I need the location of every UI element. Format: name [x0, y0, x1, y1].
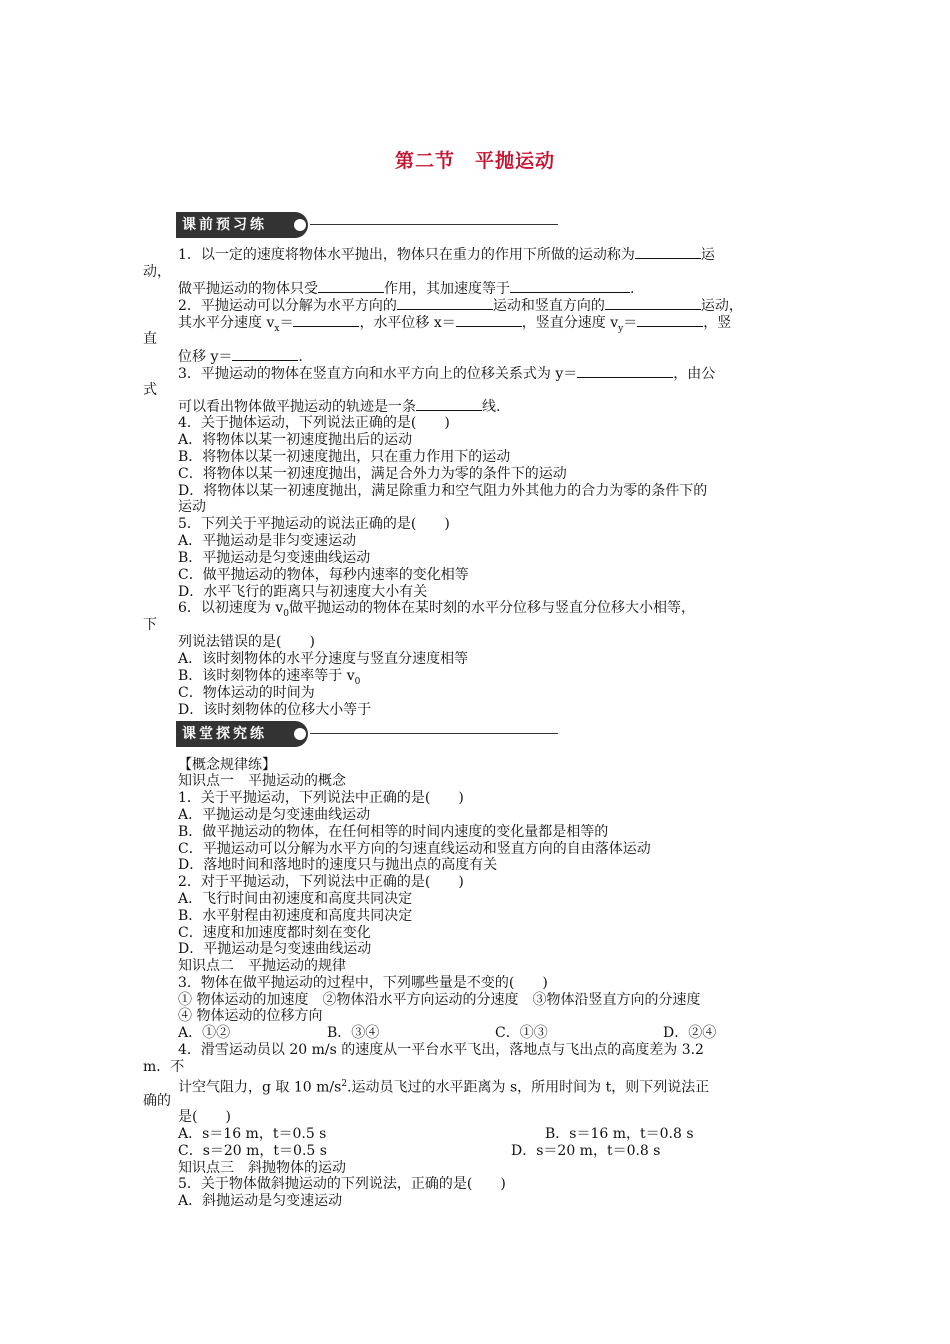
- class-q5-option: A．斜抛运动是匀变速运动: [178, 1193, 343, 1209]
- class-q2-option: D．平抛运动是匀变速曲线运动: [178, 941, 372, 957]
- pre-q4-option: D．将物体以某一初速度抛出，满足除重力和空气阻力外其他力的合力为零的条件下的: [178, 483, 708, 499]
- class-q1-stem: 1．关于平抛运动，下列说法中正确的是( ): [178, 790, 464, 806]
- class-q3-item: ① 物体运动的加速度 ②物体沿水平方向运动的分速度 ③物体沿竖直方向的分速度: [178, 992, 701, 1008]
- section-label: 课前预习练: [176, 212, 308, 238]
- pre-q1-line1: 1．以一定的速度将物体水平抛出，物体只在重力的作用下所做的运动称为 运: [178, 247, 715, 263]
- pre-q1-wrap: 动，: [143, 264, 171, 280]
- pre-q2-line2: 其水平分速度 $v_x=$ ，水平位移 x＝ ，竖直分速度 $v_y=$ ，竖: [178, 315, 732, 334]
- pre-q5-option: A．平抛运动是非匀变速运动: [178, 533, 357, 549]
- pre-q4-option: B．将物体以某一初速度抛出，只在重力作用下的运动: [178, 449, 511, 465]
- pre-q3-line1: 3．平抛运动的物体在竖直方向和水平方向上的位移关系式为 y＝ ，由公: [178, 366, 716, 382]
- class-q3-item: ④ 物体运动的位移方向: [178, 1008, 323, 1024]
- class-q3-stem: 3．物体在做平抛运动的过程中，下列哪些量是不变的( ): [178, 975, 548, 991]
- pre-q5-option: B．平抛运动是匀变速曲线运动: [178, 550, 371, 566]
- knowledge-point-1: 知识点一 平抛运动的概念: [178, 773, 346, 789]
- class-q2-stem: 2．对于平抛运动，下列说法中正确的是( ): [178, 874, 464, 890]
- pre-q4-option: C．将物体以某一初速度抛出，满足合外力为零的条件下的运动: [178, 466, 567, 482]
- pre-q6-option: C．物体运动的时间为: [178, 685, 315, 701]
- class-q2-option: B．水平射程由初速度和高度共同决定: [178, 908, 413, 924]
- class-q2-option: A．飞行时间由初速度和高度共同决定: [178, 891, 413, 907]
- class-q4-option-b: B．s＝16 m，t＝0.8 s: [545, 1126, 694, 1142]
- class-q2-option: C．速度和加速度都时刻在变化: [178, 925, 371, 941]
- bullet-dot-icon: [294, 219, 306, 231]
- class-q4-option-c: C．s＝20 m，t＝0.5 s: [178, 1143, 327, 1159]
- pre-q6-wrap: 下: [143, 617, 157, 633]
- pre-q3-wrap: 式: [143, 382, 157, 398]
- class-q1-option: C．平抛运动可以分解为水平方向的匀速直线运动和竖直方向的自由落体运动: [178, 841, 651, 857]
- pre-q3-line2: 可以看出物体做平抛运动的轨迹是一条 线.: [178, 399, 501, 415]
- class-q4-option-d: D．s＝20 m，t＝0.8 s: [511, 1143, 661, 1159]
- divider: [310, 733, 558, 734]
- class-q1-option: B．做平抛运动的物体，在任何相等的时间内速度的变化量都是相等的: [178, 824, 609, 840]
- pre-q6-line1: 6．以初速度为 $v_0$做平抛运动的物体在某时刻的水平分位移与竖直分位移大小相等，: [178, 600, 696, 619]
- class-q3-option-b: B．③④: [327, 1025, 380, 1041]
- class-q3-option-a: A．①②: [178, 1025, 231, 1041]
- class-q3-option-d: D．②④: [663, 1025, 717, 1041]
- section-header-preview: [176, 212, 558, 238]
- pre-q6-option: D．该时刻物体的位移大小等于: [178, 702, 372, 718]
- divider: [310, 224, 558, 225]
- class-q5-stem: 5．关于物体做斜抛运动的下列说法，正确的是( ): [178, 1176, 506, 1192]
- pre-q1-line2: 做平抛运动的物体只受 作用，其加速度等于 .: [178, 281, 635, 297]
- pre-q2-wrap: 直: [143, 331, 157, 347]
- pre-q2-line3: 位移 y＝ .: [178, 349, 303, 365]
- pre-q2-line1: 2．平抛运动可以分解为水平方向的 运动和竖直方向的 运动，: [178, 298, 743, 314]
- class-q4-line2: 计空气阻力，g 取 10 $m/s^2$.运动员飞过的水平距离为 s，所用时间为 t，则下列说法正: [178, 1079, 710, 1096]
- class-q4-wrap: 确的: [143, 1093, 171, 1109]
- bullet-dot-icon: [294, 728, 306, 740]
- class-q4-line1: 4．滑雪运动员以 20 m/s 的速度从一平台水平飞出，落地点与飞出点的高度差为 3.2: [178, 1042, 704, 1058]
- section-label: 课堂探究练: [176, 721, 308, 747]
- class-q4-line3: 是( ): [178, 1109, 231, 1125]
- class-q1-option: A．平抛运动是匀变速曲线运动: [178, 807, 371, 823]
- pre-q6-option: B．该时刻物体的速率等于 $v_0$: [178, 668, 361, 687]
- page-title: 第二节 平抛运动: [394, 150, 555, 172]
- pre-q4-option-wrap: 运动: [178, 499, 206, 515]
- class-q1-option: D．落地时间和落地时的速度只与抛出点的高度有关: [178, 857, 498, 873]
- pre-q4-option: A．将物体以某一初速度抛出后的运动: [178, 432, 413, 448]
- pre-q6-option: A．该时刻物体的水平分速度与竖直分速度相等: [178, 651, 469, 667]
- pre-q6-stem2: 列说法错误的是( ): [178, 634, 315, 650]
- class-q4-option-a: A．s＝16 m，t＝0.5 s: [178, 1126, 327, 1142]
- concept-header: 【概念规律练】: [178, 757, 276, 773]
- knowledge-point-2: 知识点二 平抛运动的规律: [178, 958, 346, 974]
- pre-q5-option: C．做平抛运动的物体，每秒内速率的变化相等: [178, 567, 469, 583]
- knowledge-point-3: 知识点三 斜抛物体的运动: [178, 1160, 346, 1176]
- pre-q5-option: D．水平飞行的距离只与初速度大小有关: [178, 584, 428, 600]
- class-q3-option-c: C．①③: [495, 1025, 548, 1041]
- class-q4-wrap: m．不: [143, 1059, 185, 1075]
- pre-q5-stem: 5．下列关于平抛运动的说法正确的是( ): [178, 516, 450, 532]
- section-header-class: [176, 721, 558, 747]
- pre-q4-stem: 4．关于抛体运动，下列说法正确的是( ): [178, 415, 450, 431]
